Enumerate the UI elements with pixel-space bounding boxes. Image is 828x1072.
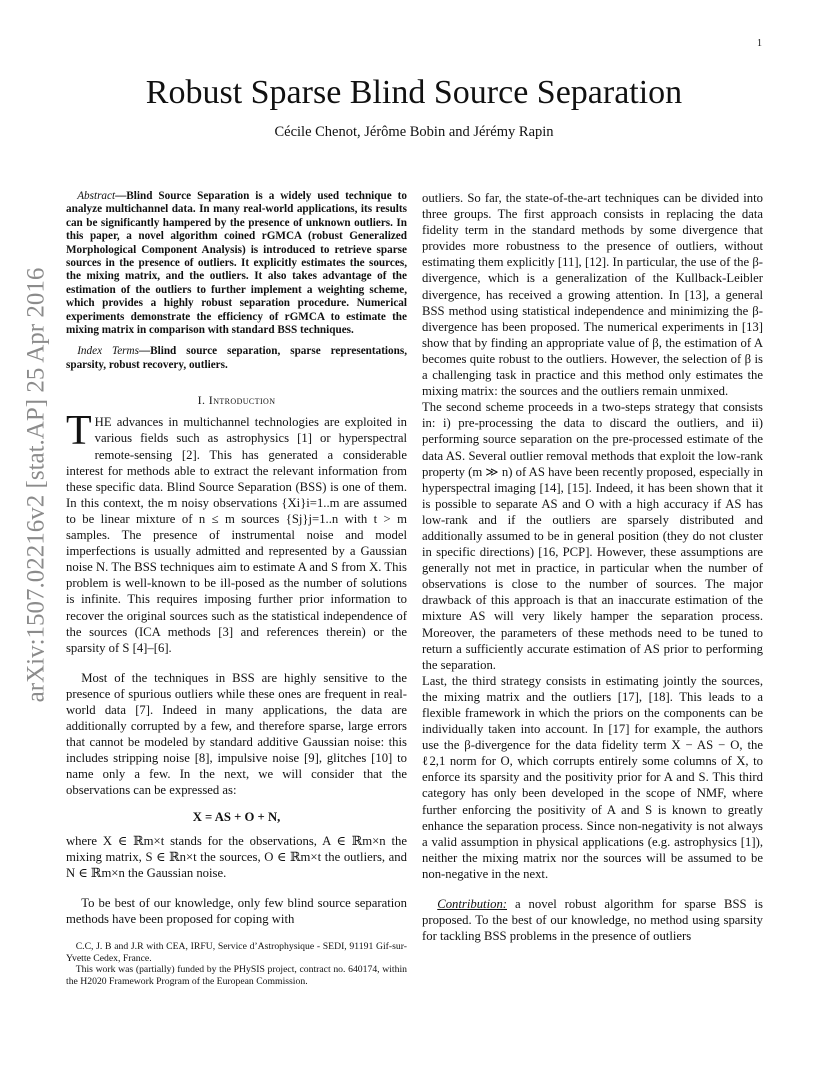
paper-title: Robust Sparse Blind Source Separation bbox=[145, 74, 683, 111]
footnote-funding: This work was (partially) funded by the PHySIS project, contract no. 640174, within the H2020 Framework Program of the European Commission. bbox=[66, 964, 407, 987]
contribution-paragraph bbox=[422, 896, 763, 944]
left-column bbox=[66, 190, 407, 987]
footnotes bbox=[66, 941, 407, 987]
index-terms-label: Index Terms bbox=[77, 345, 139, 358]
right-paragraph-2: The second scheme proceeds in a two-steps strategy that consists in: i) pre-processing the data to discard the outliers, and ii) performing source separation on the pre-processed estimate of the data AS. Several outlier removal methods that exploit the low-rank property (m ≫ n) of AS have been recently proposed, especially in hyperspectral imaging [14], [15]. Indeed, it has been shown that it is possible to separate AS and O with a high accuracy if AS has low-rank and if the outliers are sparsely distributed and additionally assumed to be in general position (they do not cluster in specific directions) [16, PCP]. However, these assumptions are generally not met in practice, in particular when the number of observations is close to the number of sources. The major drawback of this approach is that an inaccurate estimation of the mixture AS will very likely hamper the separation process. Moreover, the parameters of these methods need to be tuned to return a sufficiently accurate estimation of AS prior to performing the separation. bbox=[422, 400, 763, 672]
section-heading-introduction: I. Introduction bbox=[197, 393, 276, 408]
index-terms-text: —Blind source separation, sparse representations, sparsity, robust recovery, outliers. bbox=[66, 345, 408, 371]
arxiv-identifier: arXiv:1507.02216v2 [stat.AP] 25 Apr 2016 bbox=[22, 267, 50, 703]
page-number: 1 bbox=[757, 38, 762, 49]
paper-authors: Cécile Chenot, Jérôme Bobin and Jérémy Rapin bbox=[274, 124, 554, 140]
main-equation: X = AS + O + N, bbox=[192, 809, 281, 824]
abstract-text: —Blind Source Separation is a widely used technique to analyze multichannel data. In many real-world applications, its results can be significantly hampered by the presence of unknown outliers. In this paper, a novel algorithm coined rGMCA (robust Generalized Morphological Component Analysis) is introduced to retrieve sparse sources in the presence of outliers. It explicitly estimates the sources, the mixing matrix, and the outliers. It also takes advantage of the estimation of the outliers to further implement a weighting scheme, which provides a highly robust separation procedure. Numerical experiments demonstrate the efficiency of rGMCA to estimate the mixing matrix in comparison with standard BSS techniques. bbox=[66, 190, 407, 337]
drop-cap: T bbox=[66, 408, 92, 455]
abstract bbox=[66, 190, 407, 337]
right-paragraph-3: Last, the third strategy consists in estimating jointly the sources, the mixing matrix and the outliers [17], [18]. This leads to a flexible framework in which the priors on the components can be individually taken into account. In [17] for example, the authors use the β-divergence for the data fidelity term X − AS − O, the ℓ2,1 norm for O, which corrupts entirely some columns of X, to enforce its sparsity and the positivity prior for A and S. This third category has only been developed in the scope of NMF, where further enforcing the positivity of A and S is known to greatly enhance the separation process. Since non-negativity is not always a valid assumption in physical applications (e.g. astrophysics [1]), neither the mixing matrix nor the sources will be assumed to be non-negative in the next. bbox=[422, 673, 763, 881]
contribution-label: Contribution: bbox=[437, 897, 508, 912]
intro-paragraph-1-text: HE advances in multichannel technologies are exploited in various fields such as astrophysics [1] or hyperspectral remote-sensing [2]. This has generated a considerable interest for methods able to extract the relevant information from these specific data. Blind Source Separation (BSS) is one of them. In this context, the m noisy observations {Xi}i=1..m are assumed to be linear mixture of n ≤ m sources {Sj}j=1..n with t > m samples. The presence of instrumental noise and model imperfections is usually admitted and represented by a Gaussian noise N. The BSS techniques aim to estimate A and S from X. This problem is well-known to be ill-posed as the number of solutions is infinite. This requires imposing further prior information to recover the original sources such as the statistical independence of the sources (ICA methods [3] and references therein) or the sparsity of S [4]–[6]. bbox=[66, 415, 407, 655]
intro-paragraph-2: Most of the techniques in BSS are highly sensitive to the presence of spurious outliers while these ones are frequent in real-world data [7]. Indeed in many applications, the data are additionally corrupted by a few, and therefore sparse, large errors that cannot be modeled by standard additive Gaussian noise: this includes stripping noise [8], impulsive noise [9], glitches [10] to name only a few. In the next, we will consider that the observations can be expressed as: bbox=[66, 670, 407, 798]
intro-paragraph-3: where X ∈ ℝm×t stands for the observations, A ∈ ℝm×n the mixing matrix, S ∈ ℝn×t the sources, O ∈ ℝm×t the outliers, and N ∈ ℝm×n the Gaussian noise. bbox=[66, 833, 407, 880]
arxiv-stamp bbox=[6, 267, 66, 703]
intro-paragraph-4: To be best of our knowledge, only few blind source separation methods have been proposed for coping with bbox=[66, 895, 407, 926]
intro-paragraph-1 bbox=[66, 408, 407, 655]
right-column bbox=[422, 190, 763, 944]
right-paragraph-1: outliers. So far, the state-of-the-art techniques can be divided into three groups. The first approach consists in replacing the data fidelity term in the standard methods by some divergence that provides more robustness to the presence of outliers, without estimating them explicitly [11], [12]. In particular, the use of the β-divergence, which is a generalization of the Kullback-Leibler divergence, has received a growing attention. In [13], a general BSS method using statistical independence and minimizing the β-divergence has been proposed. The numerical experiments in [13] show that by finding an appropriate value of β, the estimation of A becomes quite robust to the outliers. However, the selection of β is a challenging task in practice and this method only estimates the mixing matrix: the sources and the outliers remain unmixed. bbox=[422, 191, 763, 399]
index-terms bbox=[66, 345, 407, 372]
footnote-affiliation: C.C, J. B and J.R with CEA, IRFU, Service d’Astrophysique - SEDI, 91191 Gif-sur-Yvette Cedex, France. bbox=[66, 941, 407, 964]
abstract-label: Abstract bbox=[77, 190, 116, 202]
contribution-text: a novel robust algorithm for sparse BSS is proposed. To the best of our knowledge, no method using sparsity for tackling BSS problems in the presence of outliers bbox=[422, 897, 763, 944]
